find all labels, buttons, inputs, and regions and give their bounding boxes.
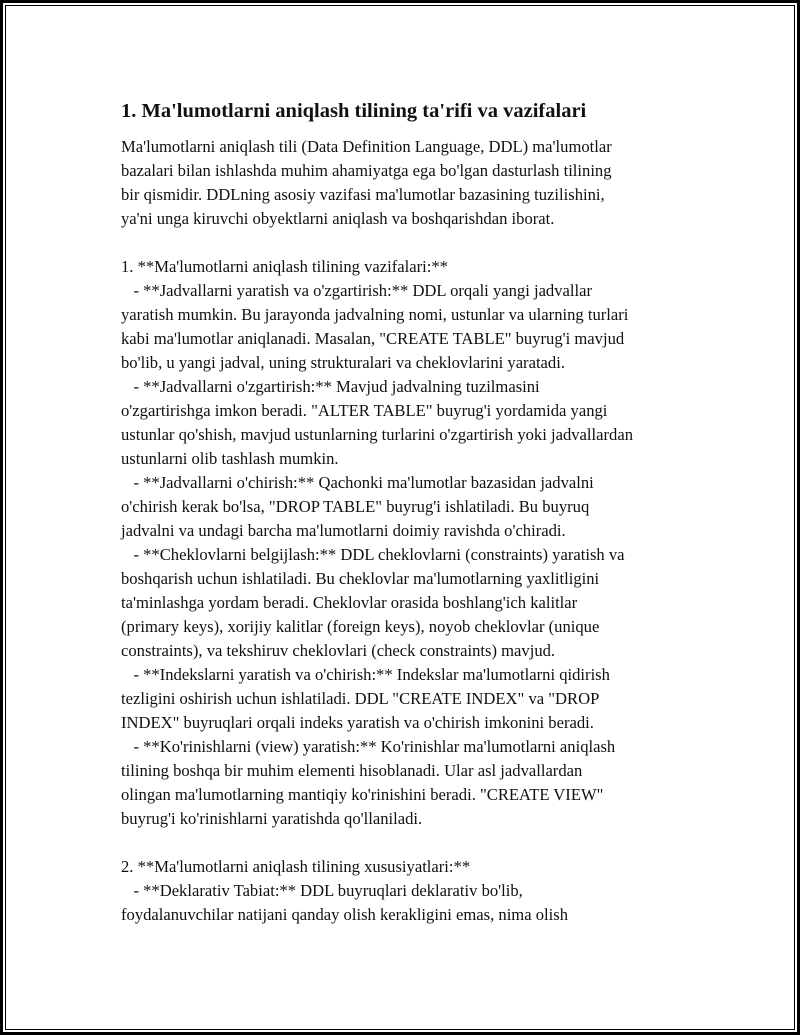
- text-line: ya'ni unga kiruvchi obyektlarni aniqlash va boshqarishdan iborat.: [121, 209, 555, 228]
- section-heading: 2. **Ma'lumotlarni aniqlash tilining xususiyatlari:**: [121, 857, 471, 876]
- list-item-line: - **Jadvallarni o'chirish:** Qachonki ma'lumotlar bazasidan jadvalni: [121, 473, 594, 492]
- text-line: bir qismidir. DDLning asosiy vazifasi ma'lumotlar bazasining tuzilishini,: [121, 185, 605, 204]
- text-line: o'chirish kerak bo'lsa, "DROP TABLE" buyrug'i ishlatiladi. Bu buyruq: [121, 497, 590, 516]
- section-1: [121, 255, 701, 831]
- list-item-line: - **Deklarativ Tabiat:** DDL buyruqlari deklarativ bo'lib,: [121, 881, 523, 900]
- text-line: constraints), va tekshiruv cheklovlari (check constraints) mavjud.: [121, 641, 556, 660]
- text-line: (primary keys), xorijiy kalitlar (foreign keys), noyob cheklovlar (unique: [121, 617, 600, 636]
- text-line: INDEX" buyruqlari orqali indeks yaratish va o'chirish imkonini beradi.: [121, 713, 594, 732]
- text-line: o'zgartirishga imkon beradi. "ALTER TABLE" buyrug'i yordamida yangi: [121, 401, 608, 420]
- text-line: buyrug'i ko'rinishlarni yaratishda qo'llaniladi.: [121, 809, 423, 828]
- text-line: Ma'lumotlarni aniqlash tili (Data Definition Language, DDL) ma'lumotlar: [121, 137, 612, 156]
- list-item-line: - **Ko'rinishlarni (view) yaratish:** Ko'rinishlar ma'lumotlarni aniqlash: [121, 737, 616, 756]
- text-line: kabi ma'lumotlar aniqlanadi. Masalan, "CREATE TABLE" buyrug'i mavjud: [121, 329, 625, 348]
- text-line: olingan ma'lumotlarning mantiqiy ko'rinishini beradi. "CREATE VIEW": [121, 785, 604, 804]
- list-item-line: - **Cheklovlarni belgijlash:** DDL cheklovlarni (constraints) yaratish va: [121, 545, 625, 564]
- section-heading: 1. **Ma'lumotlarni aniqlash tilining vazifalari:**: [121, 257, 448, 276]
- list-item-line: - **Indekslarni yaratish va o'chirish:** Indekslar ma'lumotlarni qidirish: [121, 665, 610, 684]
- text-line: ustunlar qo'shish, mavjud ustunlarning turlarini o'zgartirish yoki jadvallardan: [121, 425, 633, 444]
- section-2: [121, 855, 701, 927]
- text-line: boshqarish uchun ishlatiladi. Bu cheklovlar ma'lumotlarning yaxlitligini: [121, 569, 600, 588]
- document-body: [121, 99, 701, 927]
- text-line: tezligini oshirish uchun ishlatiladi. DDL "CREATE INDEX" va "DROP: [121, 689, 600, 708]
- text-line: bazalari bilan ishlashda muhim ahamiyatga ega bo'lgan dasturlash tilining: [121, 161, 612, 180]
- text-line: foydalanuvchilar natijani qanday olish kerakligini emas, nima olish: [121, 905, 568, 924]
- text-line: jadvalni va undagi barcha ma'lumotlarni doimiy ravishda o'chiradi.: [121, 521, 566, 540]
- text-line: ta'minlashga yordam beradi. Cheklovlar orasida boshlang'ich kalitlar: [121, 593, 578, 612]
- text-line: tilining boshqa bir muhim elementi hisoblanadi. Ular asl jadvallardan: [121, 761, 583, 780]
- intro-paragraph: [121, 135, 701, 231]
- list-item-line: - **Jadvallarni yaratish va o'zgartirish:** DDL orqali yangi jadvallar: [121, 281, 593, 300]
- paragraph-spacer: [121, 831, 701, 855]
- text-line: ustunlarni olib tashlash mumkin.: [121, 449, 339, 468]
- document-title: 1. Ma'lumotlarni aniqlash tilining ta'rifi va vazifalari: [121, 100, 587, 122]
- text-line: yaratish mumkin. Bu jarayonda jadvalning nomi, ustunlar va ularning turlari: [121, 305, 629, 324]
- text-line: bo'lib, u yangi jadval, uning strukturalari va cheklovlarini yaratadi.: [121, 353, 565, 372]
- paragraph-spacer: [121, 231, 701, 255]
- list-item-line: - **Jadvallarni o'zgartirish:** Mavjud jadvalning tuzilmasini: [121, 377, 540, 396]
